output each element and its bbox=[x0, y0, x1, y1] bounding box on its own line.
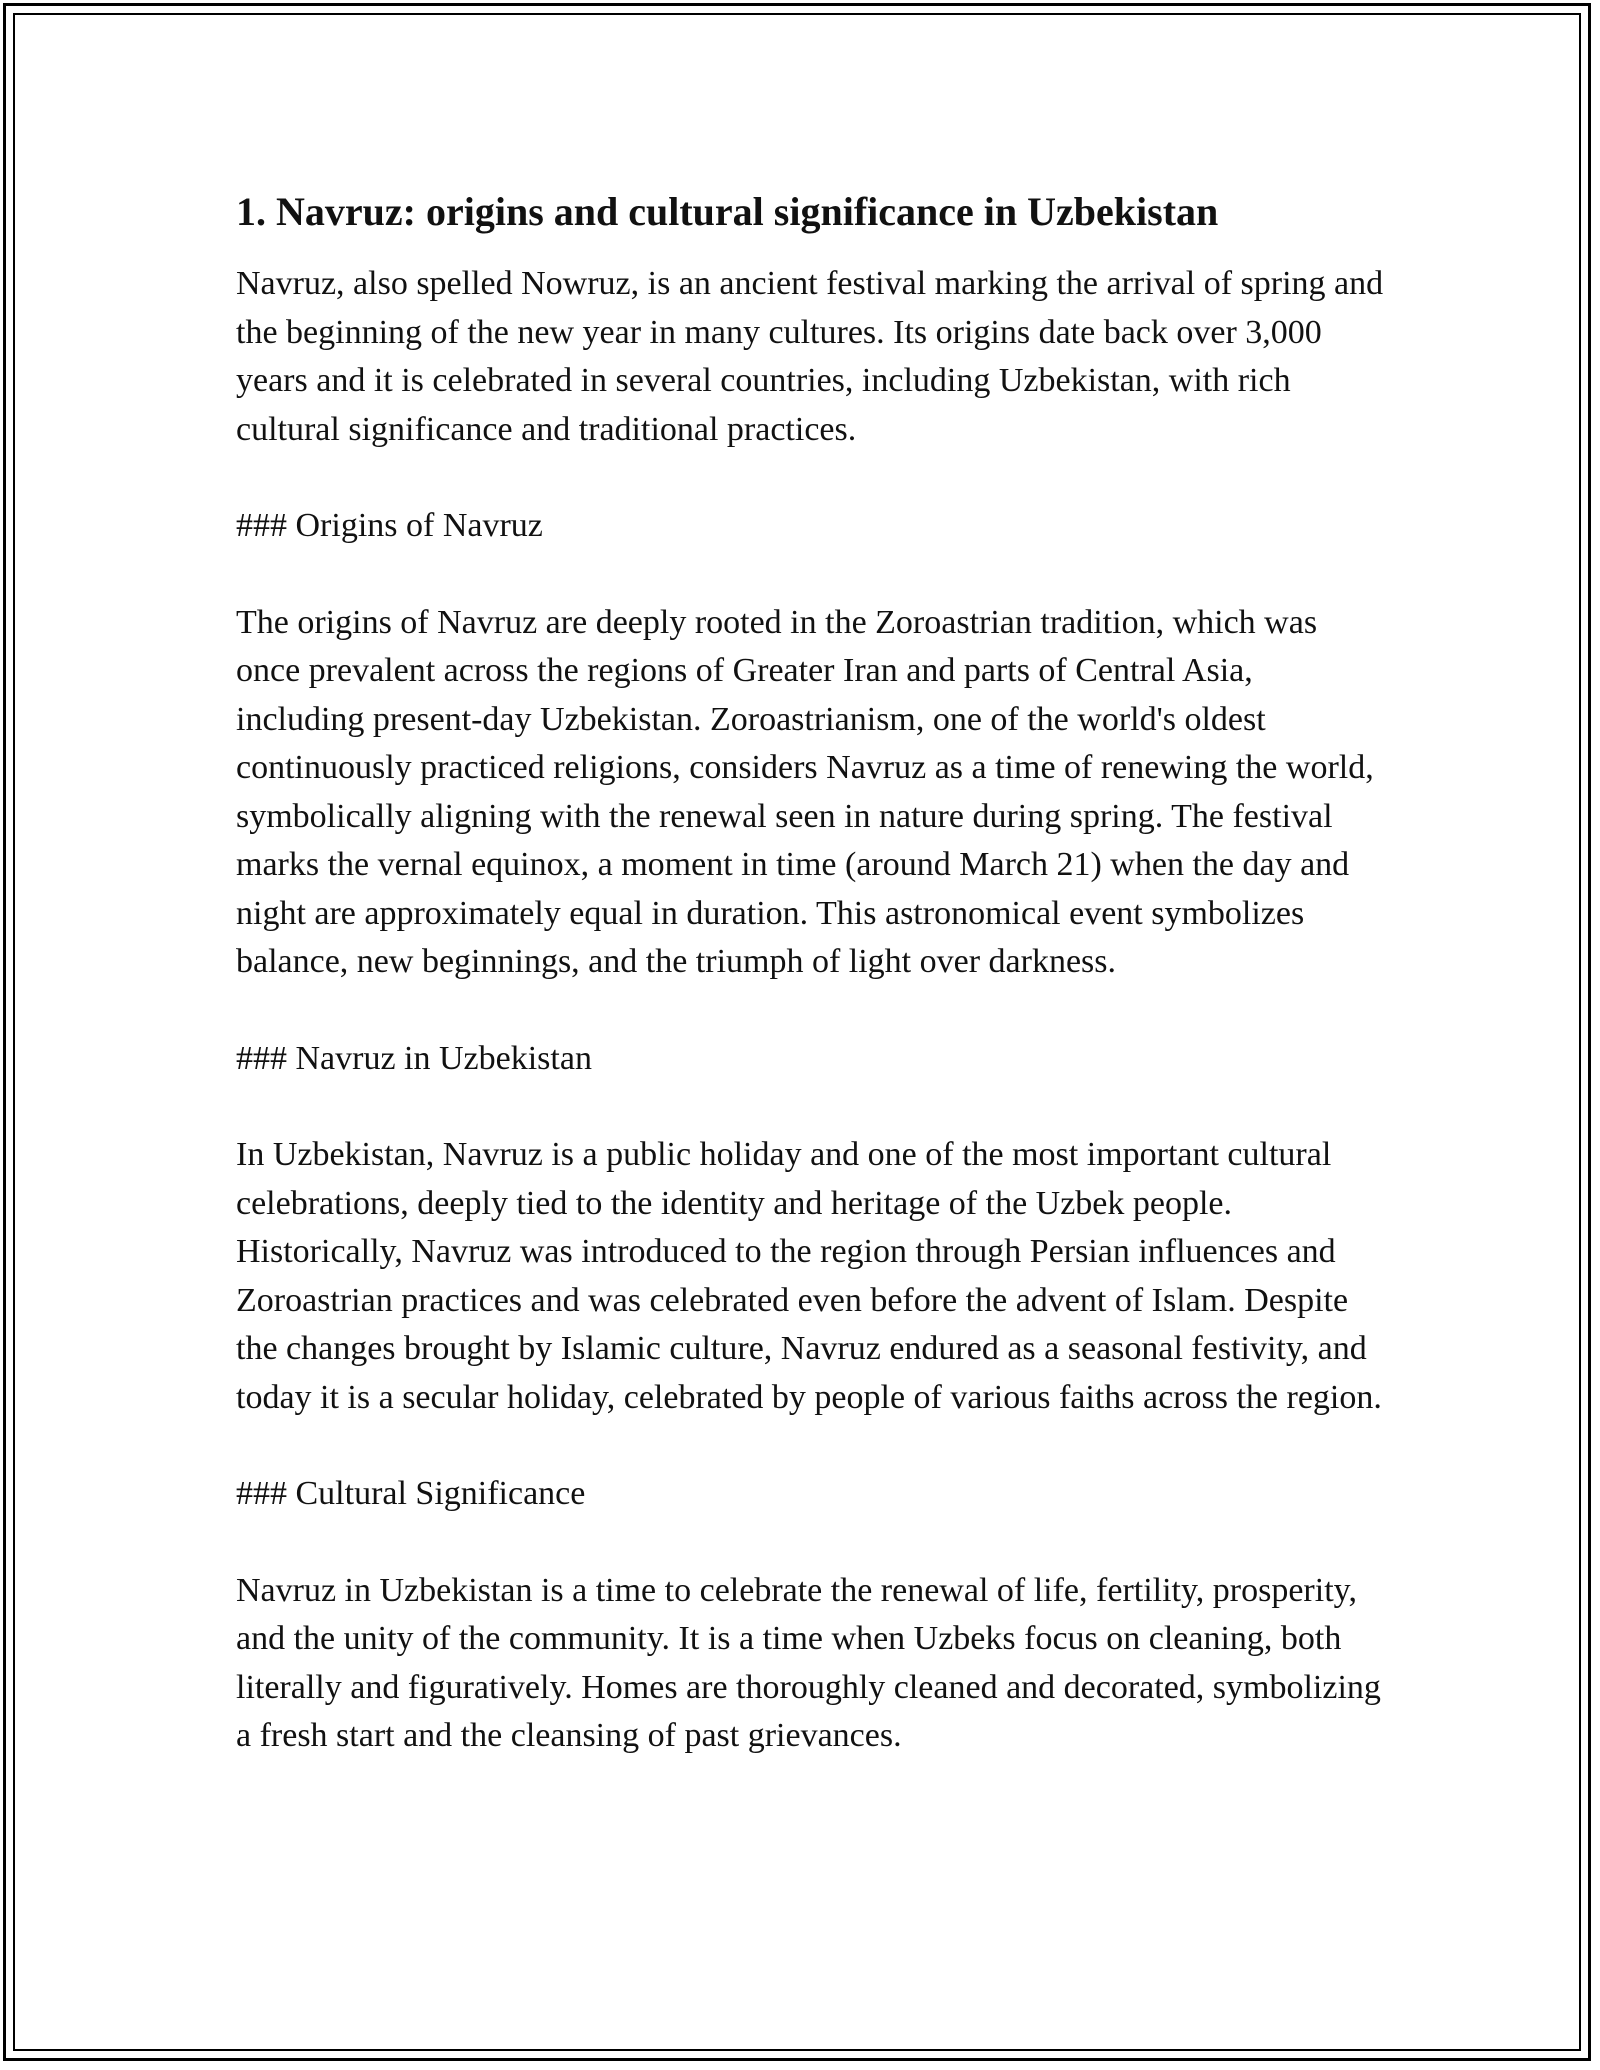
uzbekistan-paragraph: In Uzbekistan, Navruz is a public holiday and one of the most important cultural celebrations, deeply tied to the identity and heritage of the Uzbek people. Historically, Navruz was introduced to the region through Persian influences and Zoroastrian practices and was celebrated even before the advent of Islam. Despite the changes brought by Islamic culture, Navruz endured as a seasonal festivity, and today it is a secular holiday, celebrated by people of various faiths across the region. bbox=[236, 1136, 1382, 1416]
significance-heading: ### Cultural Significance bbox=[236, 1475, 586, 1512]
origins-paragraph: The origins of Navruz are deeply rooted in the Zoroastrian tradition, which was once prevalent across the regions of Greater Iran and parts of Central Asia, including present-day Uzbekistan. Zoroastrianism, one of the world's oldest continuously practiced religions, considers Navruz as a time of renewing the world, symbolically aligning with the renewal seen in nature during spring. The festival marks the vernal equinox, a moment in time (around March 21) when the day and night are approximately equal in duration. This astronomical event symbolizes balance, new beginnings, and the triumph of light over darkness. bbox=[236, 603, 1374, 980]
uzbekistan-heading: ### Navruz in Uzbekistan bbox=[236, 1039, 592, 1077]
origins-heading: ### Origins of Navruz bbox=[236, 507, 543, 544]
document-body bbox=[236, 186, 1386, 1809]
document-title: 1. Navruz: origins and cultural significance in Uzbekistan bbox=[236, 189, 1219, 234]
intro-paragraph: Navruz, also spelled Nowruz, is an ancient festival marking the arrival of spring and the beginning of the new year in many cultures. Its origins date back over 3,000 years and it is celebrated in several countries, including Uzbekistan, with rich cultural significance and traditional practices. bbox=[236, 265, 1384, 448]
significance-paragraph: Navruz in Uzbekistan is a time to celebrate the renewal of life, fertility, prosperity, and the unity of the community. It is a time when Uzbeks focus on cleaning, both literally and figuratively. Homes are thoroughly cleaned and decorated, symbolizing a fresh start and the cleansing of past grievances. bbox=[236, 1571, 1381, 1754]
